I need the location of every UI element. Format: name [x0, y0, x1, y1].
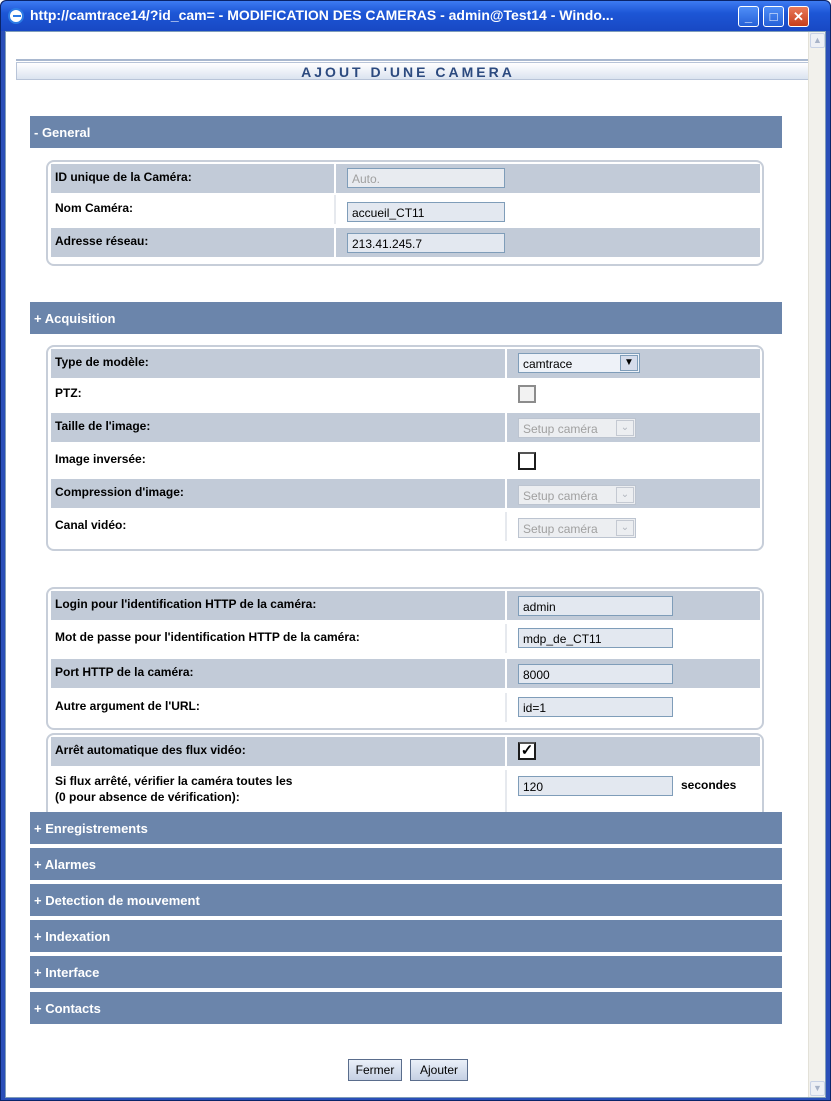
section-enregistrements-header[interactable]: + Enregistrements [30, 812, 782, 845]
login-row [51, 591, 760, 620]
ptz-label: PTZ: [55, 386, 82, 400]
check-interval-unit: secondes [681, 778, 737, 792]
compression-label: Compression d'image: [55, 485, 184, 499]
camera-name-input[interactable]: accueil_CT11 [347, 202, 505, 222]
row-divider [505, 413, 507, 442]
compression-select[interactable] [518, 485, 636, 505]
model-select[interactable] [518, 353, 640, 373]
http-login-input[interactable]: admin [518, 596, 673, 616]
autostop-row [51, 737, 760, 766]
ptz-checkbox[interactable] [518, 385, 536, 403]
row-divider [505, 479, 507, 508]
page-header [6, 32, 810, 87]
section-alarmes-header[interactable]: + Alarmes [30, 848, 782, 881]
model-select-value: camtrace [523, 357, 573, 371]
video-channel-select[interactable] [518, 518, 636, 538]
check-interval-label-line2: (0 pour absence de vérification): [55, 790, 240, 804]
row-divider [505, 591, 507, 620]
model-fieldset [46, 345, 764, 551]
row-divider [334, 228, 336, 257]
network-address-input[interactable]: 213.41.245.7 [347, 233, 505, 253]
scroll-down-icon[interactable]: ▼ [810, 1081, 825, 1096]
scroll-up-icon[interactable]: ▲ [810, 33, 825, 48]
page-content [6, 32, 810, 1097]
url-arg-row [51, 693, 760, 722]
camera-id-input[interactable]: Auto. [347, 168, 505, 188]
autostop-label: Arrêt automatique des flux vidéo: [55, 743, 246, 757]
section-general-header[interactable]: - General [30, 116, 782, 149]
inverted-label: Image inversée: [55, 452, 146, 466]
autostop-checkbox[interactable]: ✓ [518, 742, 536, 760]
ptz-row [51, 380, 760, 409]
image-size-select[interactable] [518, 418, 636, 438]
name-row [51, 195, 760, 224]
vertical-scrollbar[interactable] [808, 32, 825, 1097]
row-divider [505, 770, 507, 818]
close-window-button[interactable]: ✕ [788, 6, 809, 27]
channel-row [51, 512, 760, 541]
window-title: http://camtrace14/?id_cam= - MODIFICATION DES CAMERAS - admin@Test14 - Windo... [30, 7, 614, 23]
section-detection-header[interactable]: + Detection de mouvement [30, 884, 782, 917]
compression-select-value: Setup caméra [523, 489, 598, 503]
url-argument-input[interactable]: id=1 [518, 697, 673, 717]
row-divider [334, 164, 336, 193]
chevron-down-icon: ⌄ [616, 520, 634, 536]
image-size-select-value: Setup caméra [523, 422, 598, 436]
internet-explorer-icon [8, 8, 24, 24]
image-size-row [51, 413, 760, 442]
row-divider [505, 659, 507, 688]
row-divider [505, 693, 507, 722]
address-row [51, 228, 760, 257]
model-row [51, 349, 760, 378]
password-row [51, 624, 760, 653]
name-label: Nom Caméra: [55, 201, 134, 215]
section-interface-header[interactable]: + Interface [30, 956, 782, 989]
autostop-fieldset [46, 733, 764, 822]
check-interval-row [51, 770, 760, 818]
inverted-row [51, 446, 760, 475]
page-title: AJOUT D'UNE CAMERA [301, 64, 515, 80]
add-button[interactable]: Ajouter [410, 1059, 468, 1081]
http-fieldset [46, 587, 764, 730]
id-row [51, 164, 760, 193]
compression-row [51, 479, 760, 508]
inverted-image-checkbox[interactable] [518, 452, 536, 470]
port-row [51, 659, 760, 688]
chevron-down-icon: ⌄ [616, 487, 634, 503]
model-label: Type de modèle: [55, 355, 149, 369]
header-rule [16, 59, 809, 61]
image-size-label: Taille de l'image: [55, 419, 151, 433]
row-divider [505, 737, 507, 766]
id-label: ID unique de la Caméra: [55, 170, 192, 184]
section-general-panel [30, 149, 782, 302]
check-interval-input[interactable]: 120 [518, 776, 673, 796]
maximize-button[interactable]: □ [763, 6, 784, 27]
http-port-input[interactable]: 8000 [518, 664, 673, 684]
chevron-down-icon: ▼ [620, 355, 638, 371]
row-divider [505, 349, 507, 378]
check-interval-label-line1: Si flux arrêté, vérifier la caméra toutes les [55, 774, 293, 788]
port-label: Port HTTP de la caméra: [55, 665, 194, 679]
address-label: Adresse réseau: [55, 234, 149, 248]
chevron-down-icon: ⌄ [616, 420, 634, 436]
http-password-input[interactable]: mdp_de_CT11 [518, 628, 673, 648]
channel-label: Canal vidéo: [55, 518, 127, 532]
row-divider [505, 512, 507, 541]
title-bar[interactable] [1, 1, 830, 31]
url-arg-label: Autre argument de l'URL: [55, 699, 200, 713]
window-client-area [5, 31, 826, 1098]
row-divider [334, 195, 336, 224]
row-divider [505, 624, 507, 653]
password-label: Mot de passe pour l'identification HTTP de la caméra: [55, 630, 360, 644]
login-label: Login pour l'identification HTTP de la caméra: [55, 597, 317, 611]
section-indexation-header[interactable]: + Indexation [30, 920, 782, 953]
section-acquisition-header[interactable]: + Acquisition [30, 302, 782, 335]
close-button[interactable]: Fermer [348, 1059, 402, 1081]
section-acquisition-panel [30, 335, 782, 811]
general-fieldset [46, 160, 764, 266]
video-channel-select-value: Setup caméra [523, 522, 598, 536]
minimize-button[interactable]: _ [738, 6, 759, 27]
section-contacts-header[interactable]: + Contacts [30, 992, 782, 1025]
